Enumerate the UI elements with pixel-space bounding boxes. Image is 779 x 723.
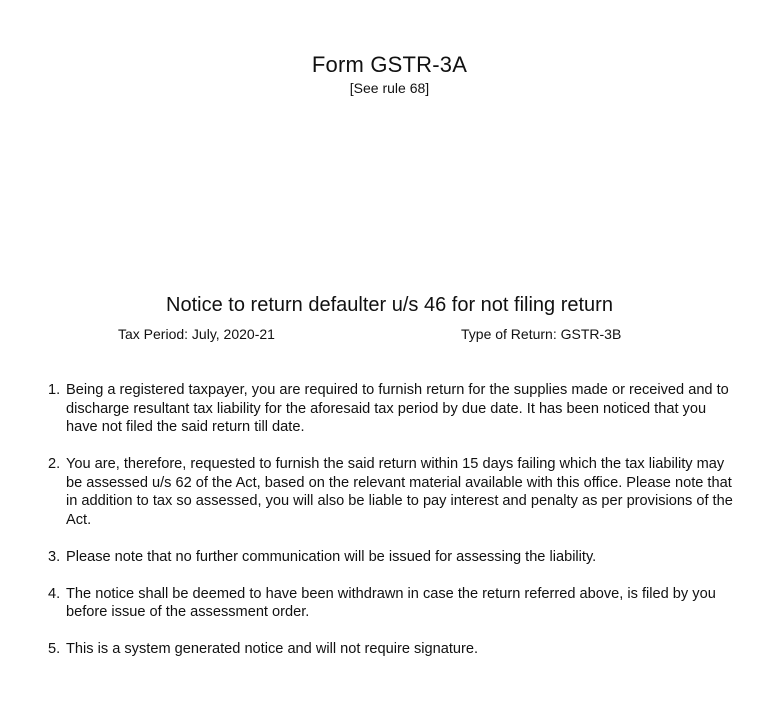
tax-period: Tax Period: July, 2020-21 xyxy=(118,326,275,342)
point-number: 5. xyxy=(48,641,61,657)
point-text: The notice shall be deemed to have been withdrawn in case the return referred above, is filed by you before issue of the assessment order. xyxy=(66,585,716,620)
point-text: Please note that no further communication will be issued for assessing the liability. xyxy=(66,548,597,565)
notice-title: Notice to return defaulter u/s 46 for not filing return xyxy=(166,294,613,316)
notice-points-list xyxy=(0,381,779,677)
point-number: 4. xyxy=(48,585,61,602)
point-number: 3. xyxy=(48,548,61,565)
notice-point xyxy=(0,548,779,567)
notice-point xyxy=(0,381,779,437)
point-text: This is a system generated notice and will not require signature. xyxy=(66,641,479,657)
notice-point xyxy=(0,640,779,659)
point-number: 1. xyxy=(48,382,61,398)
return-type: Type of Return: GSTR-3B xyxy=(461,326,622,342)
point-text: You are, therefore, requested to furnish the said return within 15 days failing which the tax liability may be assessed u/s 62 of the Act, based on the relevant material available with this office. Please note that in addition to tax so assessed, you will also be liable to pay interest and penalty as per provisions of the Act. xyxy=(66,456,733,528)
form-title: Form GSTR-3A xyxy=(311,52,468,77)
notice-point xyxy=(0,455,779,529)
point-number: 2. xyxy=(48,456,61,472)
point-text: Being a registered taxpayer, you are required to furnish return for the supplies made or received and to discharge resultant tax liability for the aforesaid tax period by due date. It has been noticed that you have not filed the said return till date. xyxy=(66,382,729,435)
form-rule-reference: [See rule 68] xyxy=(349,80,430,96)
notice-point xyxy=(0,585,779,622)
